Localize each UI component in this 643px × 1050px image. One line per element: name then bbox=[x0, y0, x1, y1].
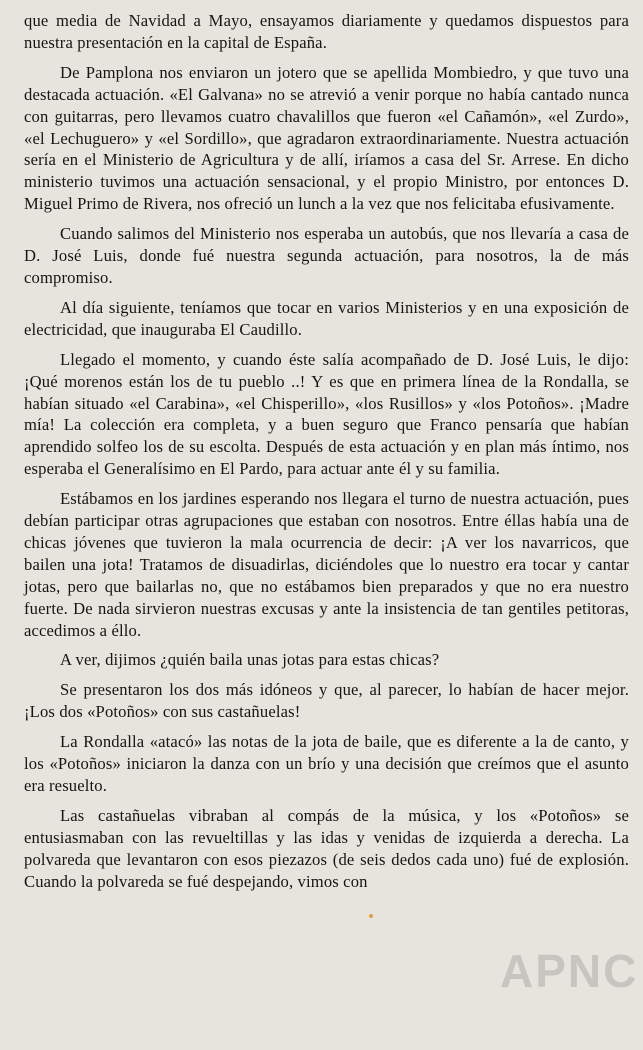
watermark: APNC bbox=[500, 945, 639, 997]
paragraph: Llegado el momento, y cuando éste salía acompañado de D. José Luis, le dijo: ¡Qué morenos están los de tu pueblo ..! Y es que en primera línea de la Rondalla, se habían situado «el Carabina», «el Chisperillo», «los Rusillos» y «los Potoños». ¡Madre mía! La colección era completa, y a buen seguro que Franco pensaría que habían aprendido solfeo los de su escolta. Después de esta actuación y en plan más íntimo, nos esperaba el Generalísimo en El Pardo, para actuar ante él y su familia. bbox=[24, 349, 629, 479]
paragraph: A ver, dijimos ¿quién baila unas jotas para estas chicas? bbox=[60, 650, 440, 670]
paragraph: Cuando salimos del Ministerio nos esperaba un autobús, que nos llevaría a casa de D. José Luis, donde fué nuestra segunda actuación, para nosotros, la de más compromiso. bbox=[24, 224, 629, 287]
paragraph: Al día siguiente, teníamos que tocar en varios Ministerios y en una exposición de electricidad, que inauguraba El Caudillo. bbox=[24, 297, 629, 339]
paragraph: Estábamos en los jardines esperando nos llegara el turno de nuestra actuación, pues debían participar otras agrupaciones que estaban con nosotros. Entre éllas había una de chicas jóvenes que tuvieron la mala ocurrencia de decir: ¡A ver los navarricos, que bailen una jota! Tratamos de disuadirlas, diciéndoles que lo nuestro era tocar y cantar jotas, pero que bailarlas no, que no estábamos bien preparados y que no era nuestro fuerte. De nada sirvieron nuestras excusas y ante la insistencia de tan gentiles petitoras, accedimos a éllo. bbox=[24, 489, 629, 640]
paragraph: La Rondalla «atacó» las notas de la jota de baile, que es diferente a la de canto, y los «Potoños» iniciaron la danza con un brío y una decisión que creímos que el asunto era resuelto. bbox=[24, 732, 629, 795]
paragraph: Las castañuelas vibraban al compás de la música, y los «Potoños» se entusiasmaban con las revueltillas y las idas y venidas de izquierda a derecha. La polvareda que levantaron con esos piezazos (de seis dedos cada uno) fué de explosión. Cuando la polvareda se fué despejando, vimos con bbox=[24, 805, 629, 891]
paragraph: que media de Navidad a Mayo, ensayamos diariamente y quedamos dispuestos para nuestra presentación en la capital de España. bbox=[24, 11, 629, 52]
paragraph: De Pamplona nos enviaron un jotero que se apellida Mombiedro, y que tuvo una destacada actuación. «El Galvana» no se atrevió a venir porque no había cantado nunca con guitarras, pero llevamos cuatro chavalillos que fueron «el Cañamón», «el Zurdo», «el Lechuguero» y «el Sordillo», que agradaron extraordinariamente. Nuestra actuación sería en el Ministerio de Agricultura y de allí, iríamos a casa del Sr. Arrese. En dicho ministerio tuvimos una actuación sensacional, y el propio Ministro, por entonces D. Miguel Primo de Rivera, nos ofreció un lunch a la vez que nos felicitaba efusivamente. bbox=[24, 62, 629, 214]
paragraph: Se presentaron los dos más idóneos y que, al parecer, lo habían de hacer mejor. ¡Los dos «Potoños» con sus castañuelas! bbox=[24, 680, 629, 722]
print-speck bbox=[369, 914, 373, 918]
